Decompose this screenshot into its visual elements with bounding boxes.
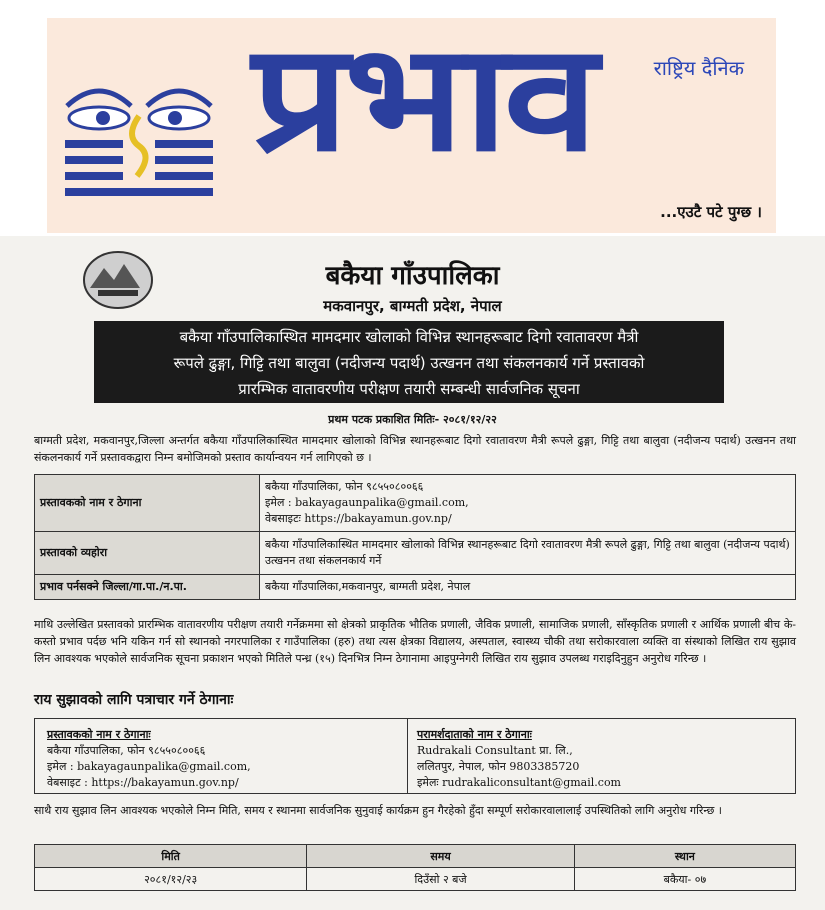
proponent-email: इमेल : bakayagaunpalika@gmail.com, — [265, 496, 469, 509]
org-address: मकवानपुर, बाग्मती प्रदेश, नेपाल — [323, 297, 502, 315]
proponent-name: बकैया गाँउपालिका, फोन ९८५५०८००६६ — [265, 480, 424, 493]
proposal-label: प्रस्तावको व्यहोरा — [35, 532, 260, 575]
masthead — [47, 12, 776, 233]
proponent-website: वेबसाइटः https://bakayamun.gov.np/ — [265, 512, 452, 525]
header-time: समय — [307, 845, 574, 868]
proponent-contact-line: इमेल : bakayagaunpalika@gmail.com, — [47, 760, 251, 773]
consultant-contact — [417, 727, 621, 791]
proponent-details — [260, 475, 796, 532]
proponent-contact-heading: प्रस्तावकको नाम र ठेगानाः — [47, 728, 151, 741]
proponent-contact-line: बकैया गाँउपालिका, फोन ९८५५०८००६६ — [47, 744, 206, 757]
table-row — [35, 532, 796, 575]
proposal-text: बकैया गाँउपालिकास्थित मामदमार खोलाको विभिन्न स्थानहरूबाट दिगो रवातावरण मैत्री रूपले ढुङ्गा, गिट्टि तथा बालुवा (नदीजन्य पदार्थ) उत्खनन तथा संकलनकार्य गर्ने — [260, 532, 796, 575]
masthead-subtitle: राष्ट्रिय दैनिक — [653, 56, 744, 80]
buddha-eyes-icon — [59, 66, 219, 206]
header-place: स्थान — [574, 845, 795, 868]
proponent-contact-line: वेबसाइट : https://bakayamun.gov.np/ — [47, 776, 239, 789]
table-row — [35, 475, 796, 532]
impact-area-label: प्रभाव पर्नसक्ने जिल्ला/गा.पा./न.पा. — [35, 575, 260, 600]
publication-date: प्रथम पटक प्रकाशित मितिः- २०८१/१२/२२ — [328, 413, 497, 426]
hearing-date: २०८१/१२/२३ — [35, 868, 307, 891]
body-paragraph: माथि उल्लेखित प्रस्तावको प्रारम्भिक वातावरणीय परीक्षण तयारी गर्नेक्रममा सो क्षेत्रको प्राकृतिक भौतिक प्रणाली, जैविक प्रणाली, सामाजिक प्रणाली, साँस्कृतिक प्रणाली र आर्थिक प्रणाली बीच के-कस्तो प्रभाव पर्दछ भनि यकिन गर्न सो स्थानको नगरपालिका र गाउँपालिका (हरु) तथा त्यस क्षेत्रका विद्यालय, अस्पताल, स्वास्थ्य चौकी तथा सरोकारवाला व्यक्ति वा संस्थाको लिखित राय सुझाव लिन आवश्यक भएकोले सार्वजनिक सूचना प्रकाशन भएको मितिले पन्ध्र (१५) दिनभित्र निम्न ठेगानामा आइपुग्नेगरी लिखित राय सुझाव उपलब्ध गराइदिनुहुन अनुरोध गरिन्छ । — [34, 618, 796, 665]
masthead-title: प्रभाव — [252, 12, 594, 184]
hearing-note: साथै राय सुझाव लिन आवश्यक भएकोले निम्न मिति, समय र स्थानमा सार्वजनिक सुनुवाई कार्यक्रम हुन गैरहेको हुँदा सम्पूर्ण सरोकारवालालाई उपस्थितिको लागि अनुरोध गरिन्छ । — [34, 804, 722, 817]
consultant-contact-line: ललितपुर, नेपाल, फोन 9803385720 — [417, 760, 580, 773]
intro-paragraph: बाग्मती प्रदेश, मकवानपुर,जिल्ला अन्तर्गत बकैया गाँउपालिकास्थित मामदमार खोलाको विभिन्न स्थानहरूबाट दिगो रवातावरण मैत्री रूपले ढुङ्गा, गिट्टि तथा बालुवा (नदीजन्य पदार्थ) उत्खनन तथा संकलनकार्य गर्ने प्रस्तावकद्वारा निम्न बमोजिमको प्रस्ताव कार्यान्वयन गर्न लागिएको छ । — [34, 434, 796, 464]
banner-line: प्रारम्भिक वातावरणीय परीक्षण तयारी सम्बन्धी सार्वजनिक सूचना — [238, 380, 580, 398]
hearing-table — [34, 844, 796, 891]
proponent-label: प्रस्तावकको नाम र ठेगाना — [35, 475, 260, 532]
banner-line: रूपले ढुङ्गा, गिट्टि तथा बालुवा (नदीजन्य पदार्थ) उत्खनन तथा संकलनकार्य गर्ने प्रस्तावको — [173, 354, 645, 372]
banner-line: बकैया गाँउपालिकास्थित मामदमार खोलाको विभिन्न स्थानहरूबाट दिगो रवातावरण मैत्री — [179, 328, 639, 346]
table-header-row — [35, 845, 796, 868]
table-row — [35, 575, 796, 600]
correspondence-heading: राय सुझावको लागि पत्राचार गर्ने ठेगानाः — [34, 692, 234, 708]
hearing-place: बकैया- ०७ — [574, 868, 795, 891]
header-date: मिति — [35, 845, 307, 868]
proposal-info-table — [34, 474, 796, 600]
consultant-contact-heading: परामर्शदाताको नाम र ठेगानाः — [417, 728, 532, 741]
masthead-tagline: ...एउटै पटे पुग्छ । — [660, 203, 762, 221]
org-name: बकैया गाँउपालिका — [325, 261, 500, 291]
hearing-time: दिउँसो २ बजे — [307, 868, 574, 891]
notice-banner — [94, 321, 724, 403]
table-row — [35, 868, 796, 891]
correspondence-box — [34, 718, 796, 794]
column-divider — [407, 719, 408, 793]
consultant-contact-line: Rudrakali Consultant प्रा. लि., — [417, 744, 573, 757]
proponent-contact — [47, 727, 251, 791]
consultant-contact-line: इमेलः rudrakaliconsultant@gmail.com — [417, 776, 621, 789]
impact-area-text: बकैया गाँउपालिका,मकवानपुर, बाग्मती प्रदेश, नेपाल — [260, 575, 796, 600]
public-notice — [0, 236, 825, 910]
